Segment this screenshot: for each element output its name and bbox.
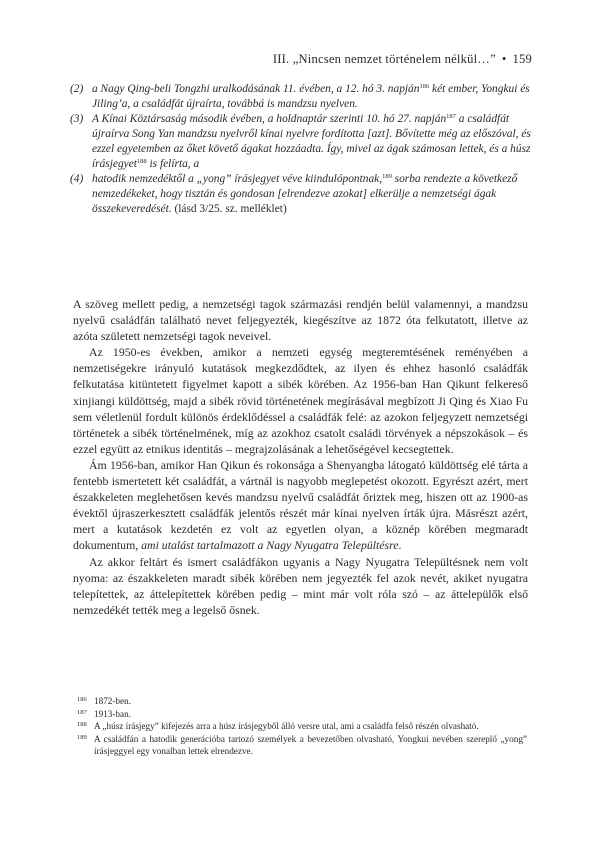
- quoted-passage-item: [70, 172, 532, 217]
- text-run: .: [398, 538, 402, 553]
- appendix-reference: (lásd 3/25. sz. melléklet): [171, 203, 287, 215]
- text-run: két ember, Yongkui és Jiling’a, a családfát újraírta, továbbá is mandzsu nyelven.: [92, 83, 530, 110]
- body-text: [73, 296, 528, 618]
- paragraph: [73, 554, 528, 618]
- footnote-number: 187: [77, 708, 87, 716]
- text-run: hatodik nemzedéktől a „yong” írásjegyet véve kiindulópontnak,: [92, 173, 383, 185]
- footnote: [77, 695, 527, 708]
- running-header: [273, 52, 532, 67]
- text-run: a Nagy Qing-beli Tongzhi uralkodásának 11. évében, a 12. hó 3. napján: [92, 83, 420, 95]
- text-run: a családfát újraírva Song Yan mandzsu nyelvről kínai nyelvre fordította [azt]. Bővítette még az előszóval, és ezzel egyetemben az őket követő ágakat hozzáadta. Így, mivel az ágak számosan lettek, és a húsz írásjegyet: [92, 113, 531, 170]
- footnote-number: 188: [77, 721, 87, 729]
- running-title: III. „Nincsen nemzet történelem nélkül…”: [272, 52, 496, 66]
- paragraph: [73, 296, 528, 344]
- text-run: A „húsz írásjegy” kifejezés arra a húsz írásjegyből álló versre utal, ami a családfa felső részén olvasható.: [94, 721, 479, 732]
- page-number: 159: [512, 52, 532, 66]
- text-run: is felírta, a: [146, 158, 200, 170]
- item-number: (3): [70, 113, 84, 125]
- text-run: 1872-ben.: [94, 696, 131, 706]
- footnote-reference: 187: [446, 113, 456, 120]
- footnote-reference: 186: [419, 83, 430, 90]
- footnote-reference: 188: [136, 158, 147, 165]
- italic-phrase: ami utalást tartalmazott a Nagy Nyugatra Települtésre: [141, 538, 399, 553]
- quoted-passage-item: [70, 82, 532, 112]
- quoted-passage-list: [70, 82, 532, 217]
- footnote: [77, 708, 527, 721]
- item-number: (4): [70, 173, 84, 185]
- footnote: [77, 733, 527, 758]
- paragraph: [73, 457, 528, 554]
- footnote-number: 186: [77, 696, 87, 703]
- footnotes: [77, 695, 527, 758]
- footnote: [77, 720, 527, 733]
- footnote-reference: 189: [382, 173, 392, 180]
- text-run: A szöveg mellett pedig, a nemzetségi tagok származási rendjén belül valamennyi, a mandzsu nyelvű családfán található nevet feljegyezték, kiegészítve az 1872 óta felkutatott, illetve az azóta született nemzetségi tagok neveivel.: [73, 297, 528, 344]
- footnote-number: 189: [77, 733, 87, 741]
- paragraph: [73, 344, 528, 457]
- text-run: Az 1950-es években, amikor a nemzeti egység megteremtésének reményében a nemzetiségekre irányuló kutatások megkezdődtek, az ilyen és ehhez hasonló családfák felkutatása kitüntetett figyelmet kapott a sibék körében. Az 1956-ban Han Qikunt felkereső xinjiangi küldöttség, majd a sibék rövid történetének megírásával megbízott Ji Qing és Xiao Fu sem véletlenül fordult különös érdeklődéssel a családfák felé: az azokon feljegyzett nemzetségi történetek a sibék történelmének, míg az azokhoz csatolt családi törvények a népszokások – és ezzel együtt az etnikus identitás – megrajzolásának a lehetőségével kecsegtettek.: [73, 345, 528, 456]
- text-run: A Kínai Köztársaság második évében, a holdnaptár szerinti 10. hó 27. napján: [92, 113, 447, 125]
- header-separator: •: [501, 52, 507, 66]
- text-run: sorba rendezte a következő nemzedékeket, hogy tisztán és gondosan [elrendezve azokat] elkerülje a nemzetségi ágak összekeveredését.: [92, 173, 518, 215]
- text-run: Ám 1956-ban, amikor Han Qikun és rokonsága a Shenyangba látogató küldöttség elé tárta a fentebb ismertetett két családfát, a vártnál is nagyobb meglepetést okozott. Egyrészt azért, mert északkeleten meglehetősen kevés mandzsu nyelvű családfát őriztek meg, hiszen ott az 1900-as évektől újraszerkesztett családfák jelentős részét már kínai nyelven írták újra. Másrészt azért, mert a kutatások kezdetén ez volt az egyetlen olyan, a köznép körében megmaradt dokumentum,: [73, 457, 528, 553]
- item-number: (2): [70, 83, 84, 95]
- text-run: A családfán a hatodik generációba tartozó személyek a bevezetőben olvasható, Yongkui nevében szereplő „yong” írásjeggyel egy vonalban lettek elrendezve.: [94, 733, 527, 757]
- text-run: 1913-ban.: [94, 708, 131, 719]
- text-run: Az akkor feltárt és ismert családfákon ugyanis a Nagy Nyugatra Települtésnek nem volt nyoma: az északkeleten maradt sibék körében nem jegyezték fel azok nevét, akiket nyugatra telepítettek, az áttelepítettek körében pedig – mint már volt róla szó – az áttelepülők első nemzedékét tették meg a legelső ősnek.: [73, 554, 528, 617]
- quoted-passage-item: [70, 112, 532, 172]
